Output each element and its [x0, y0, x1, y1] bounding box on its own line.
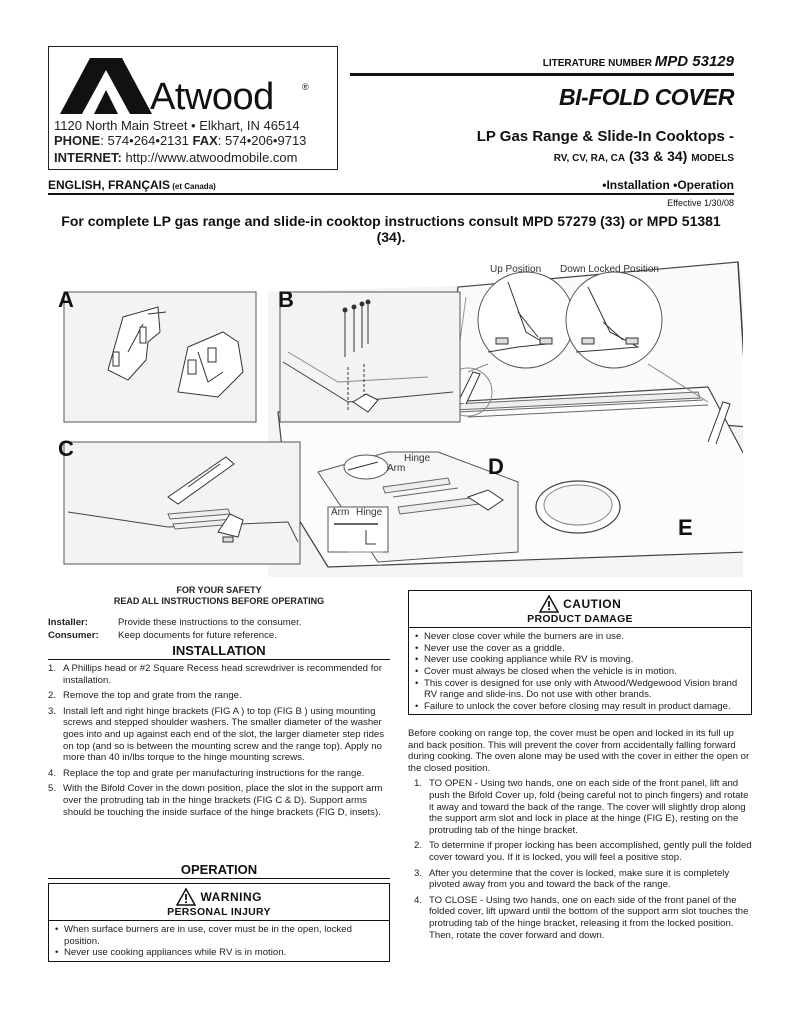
logo-text: Atwood — [150, 76, 274, 118]
caution-triangle-icon — [539, 595, 559, 613]
warning-header — [49, 884, 389, 906]
callout-arm-inset: Arm — [331, 507, 350, 518]
phone-fax-line — [54, 133, 306, 148]
warning-subtitle: PERSONAL INJURY — [49, 906, 389, 921]
callout-up-position: Up Position — [490, 264, 542, 275]
up-position-inset — [478, 272, 574, 368]
scope-label: •Installation •Operation — [602, 178, 734, 192]
operation-step: 3. After you determine that the cover is locked, make sure it is completely pivoted away from you and toward the back of the range. — [414, 867, 730, 891]
figure-a-panel — [64, 292, 256, 422]
internet-url[interactable]: http://www.atwoodmobile.com — [121, 150, 298, 165]
warning-item: • Never use cooking appliances while RV is in motion. — [55, 947, 383, 959]
installation-step: 5. With the Bifold Cover in the down position, place the slot in the support arm over the protruding tab in the hinge brackets (FIG C & D). Support arms should be touching the inside surface of the hinge brackets (FIG D, insets). — [48, 783, 383, 818]
warning-list — [49, 921, 389, 961]
header-rule — [48, 193, 734, 195]
figure-letter-c: C — [58, 436, 74, 461]
down-locked-inset — [566, 272, 662, 368]
consumer-text: Keep documents for future reference. — [118, 630, 277, 641]
caution-item: • This cover is designed for use only with Atwood/Wedgewood Vision brand RV range and slide-ins. Do not use with other brands. — [415, 678, 745, 701]
installation-illustration — [48, 252, 743, 577]
installation-steps — [48, 663, 390, 818]
safety-line-2: READ ALL INSTRUCTIONS BEFORE OPERATING — [113, 596, 325, 606]
atwood-logo-icon — [60, 58, 152, 114]
operation-steps — [408, 778, 752, 941]
logo-registered-mark: ® — [302, 82, 309, 92]
phone-number: : 574•264•2131 — [100, 133, 193, 148]
document-title: BI-FOLD COVER — [559, 84, 734, 110]
caution-item: • Cover must always be closed when the vehicle is in motion. — [415, 666, 745, 678]
operation-step: 2. To determine if proper locking has been accomplished, gently pull the folded cover toward you. If it is locked, you will feel a positive stop. — [414, 840, 752, 863]
operation-instructions — [408, 728, 752, 945]
warning-triangle-icon — [176, 888, 196, 906]
caution-subtitle: PRODUCT DAMAGE — [409, 613, 751, 628]
caution-item: • Never close cover while the burners are in use. — [415, 631, 745, 643]
models-suffix: MODELS — [691, 153, 734, 164]
installer-label: Installer: — [48, 617, 88, 628]
safety-notice — [48, 585, 390, 607]
installation-step: 4. Replace the top and grate per manufacturing instructions for the range. — [48, 767, 365, 779]
figure-letter-e: E — [678, 515, 693, 540]
installation-title: INSTALLATION — [48, 643, 390, 660]
installation-step: 1. A Phillips head or #2 Square Recess head screwdriver is recommended for installation. — [48, 663, 382, 686]
installation-step: 2. Remove the top and grate from the range. — [48, 690, 242, 702]
consult-notice: For complete LP gas range and slide-in cooktop instructions consult MPD 57279 (33) or MPD 51381 (34). — [61, 213, 721, 245]
operation-step: 1. TO OPEN - Using two hands, one on each side of the front panel, lift and push the Bifold Cover up, fold (being careful not to pinch fingers) and rotate it away and toward the back of the range. The cover will slightly drop along the support arm slot and lock in place at the hinge (FIG E), resting on the protruding tab of the hinge bracket. — [414, 778, 749, 836]
figure-letter-a: A — [58, 287, 74, 312]
installation-section — [48, 643, 390, 822]
caution-header — [409, 591, 751, 613]
effective-date: Effective 1/30/08 — [667, 198, 734, 208]
installer-text: Provide these instructions to the consumer. — [118, 617, 302, 628]
warning-box — [48, 883, 390, 962]
title-rule — [350, 73, 734, 76]
caution-word: CAUTION — [563, 597, 622, 611]
figure-b-panel — [280, 292, 460, 422]
languages-text: ENGLISH, FRANÇAIS — [48, 178, 171, 192]
callout-down-locked-position: Down Locked Position — [560, 264, 659, 275]
consumer-row — [48, 625, 390, 643]
caution-list — [409, 628, 751, 714]
caution-item: • Never use the cover as a griddle. — [415, 643, 745, 655]
models-line — [554, 148, 734, 164]
figure-letter-b: B — [278, 287, 294, 312]
callout-hinge: Hinge — [404, 453, 431, 464]
consumer-label: Consumer: — [48, 630, 99, 641]
languages — [48, 178, 216, 192]
caution-item: • Failure to unlock the cover before closing may result in product damage. — [415, 701, 745, 713]
internet-label: INTERNET: — [54, 150, 122, 165]
languages-note: (et Canada) — [170, 182, 216, 191]
caution-item: • Never use cooking appliance while RV is moving. — [415, 654, 745, 666]
callout-hinge-inset: Hinge — [356, 507, 383, 518]
address: 1120 North Main Street • Elkhart, IN 46514 — [54, 118, 300, 133]
subtitle: LP Gas Range & Slide-In Cooktops - — [476, 128, 734, 145]
operation-title: OPERATION — [48, 862, 390, 879]
callout-arm: Arm — [387, 463, 406, 474]
operation-section — [48, 862, 390, 962]
figure-letter-d: D — [488, 454, 504, 479]
fax-number: : 574•206•9713 — [217, 133, 307, 148]
literature-label: LITERATURE NUMBER — [542, 58, 652, 69]
safety-line-1: FOR YOUR SAFETY — [176, 585, 262, 595]
phone-label: PHONE — [54, 133, 101, 148]
models-numbers: (33 & 34) — [625, 148, 692, 164]
fax-label: FAX — [192, 133, 218, 148]
installation-step: 3. Install left and right hinge brackets (FIG A ) to top (FIG B ) using mounting screws and stepped shoulder washers. The smaller diameter of the washer goes into and up against each end of the slot, the larger diameter step rides on top (and so is between the mounting screw and the range top). Apply no more than 40 in/lbs torque to the hinge mounting screws. — [48, 705, 385, 764]
operation-intro: Before cooking on range top, the cover must be open and locked in its full up and back position. This will prevent the cover from accidentally falling forward during cooking. The oven alone may be used with the cover in either the open or the closed position. — [408, 728, 750, 774]
literature-number: MPD 53129 — [654, 53, 734, 70]
models-prefix: RV, CV, RA, CA — [553, 153, 626, 164]
warning-item: • When surface burners are in use, cover must be in the open, locked position. — [55, 924, 383, 947]
literature-number-line — [543, 53, 734, 70]
warning-word: WARNING — [200, 890, 262, 904]
caution-box — [408, 590, 752, 715]
figure-c-panel — [64, 442, 300, 564]
internet-line — [54, 150, 297, 165]
operation-step: 4. TO CLOSE - Using two hands, one on each side of the front panel of the folded cover, lift upward until the bottom of the support arm slot touches the protruding tab of the hinge bracket, releasing it from the locked position. Then, rotate the cover forward and down. — [414, 894, 749, 941]
